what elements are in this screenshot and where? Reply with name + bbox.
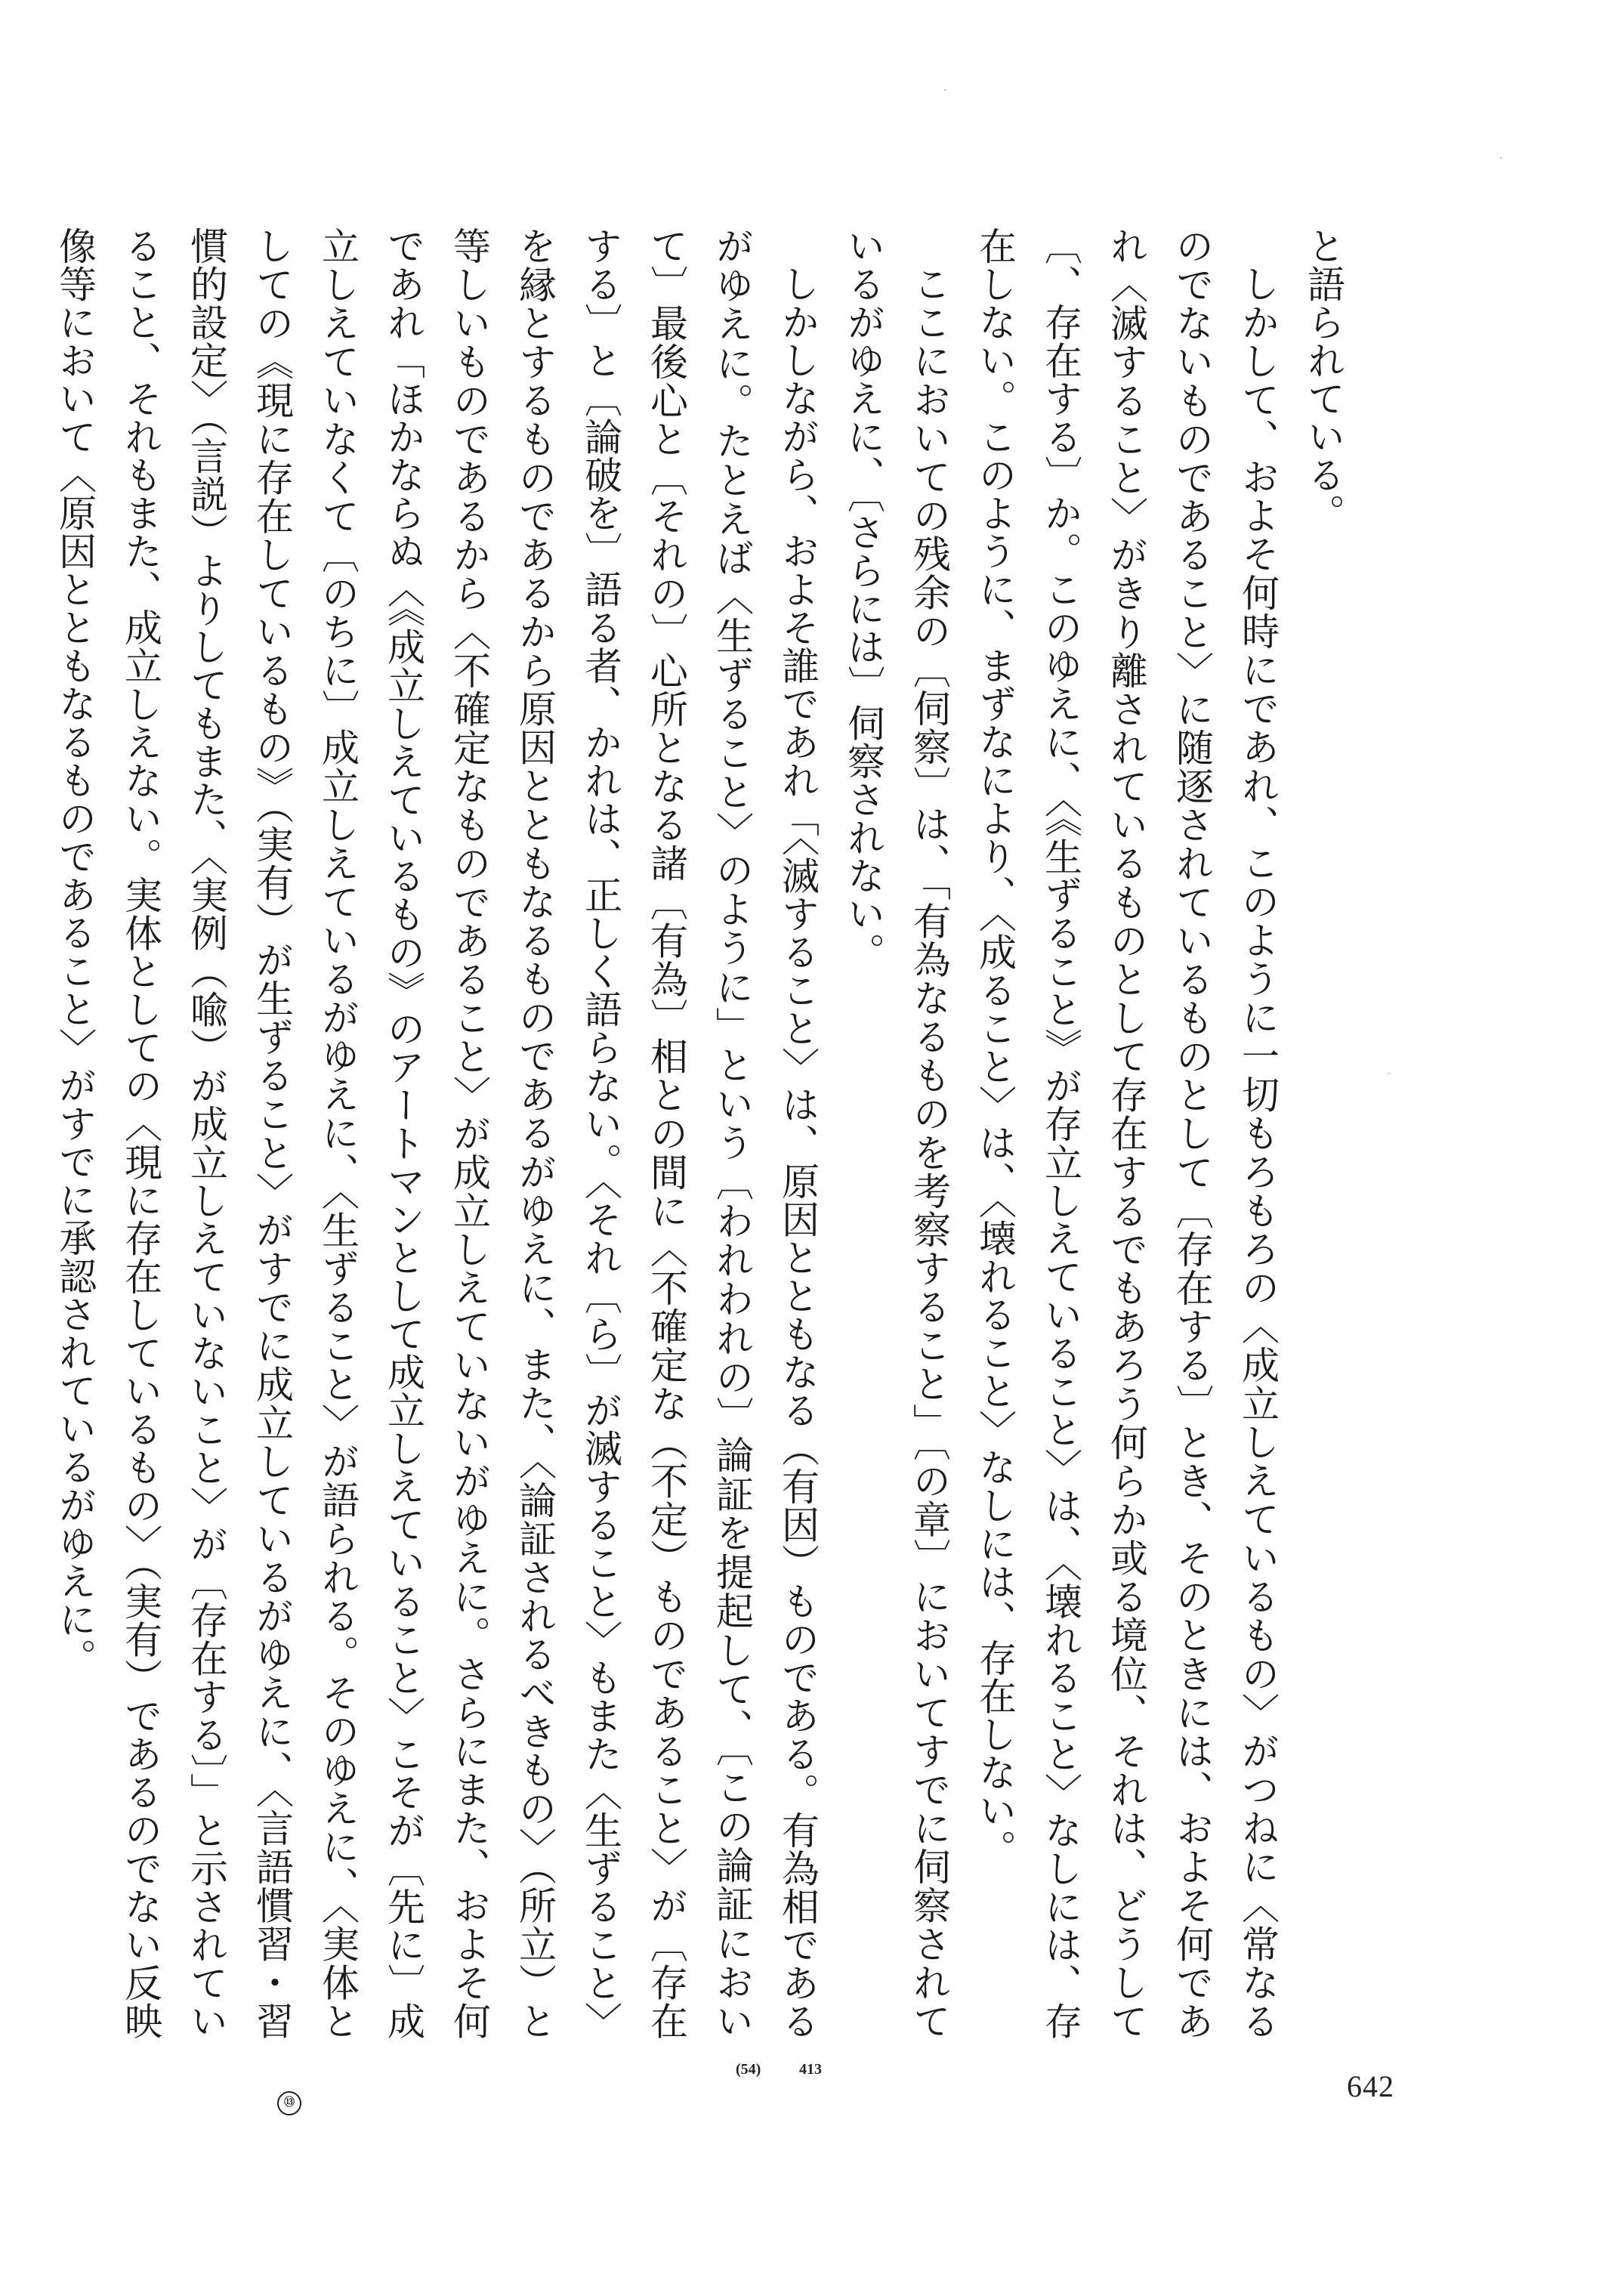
circled-reference-mark: ⑬ <box>277 2091 301 2115</box>
scan-speck <box>1500 157 1502 159</box>
margin-reference-mark: (54) <box>736 2061 761 2078</box>
scan-speck <box>1388 1073 1390 1074</box>
scan-speck <box>944 89 946 91</box>
paragraph: しかしながら、およそ誰であれ「〈滅すること〉は、原因とともなる（有因）ものである。有為相であるがゆえに。たとえば〈生ずること〉のように」という〔われわれの〕論証を提起して、〔この論証において〕最後心と〔それの〕心所となる諸〔有為〕相との間に〈不確定な（不定）ものであること〉が〔存在する〕と〔論破を〕語る者、かれは、正しく語らない。〈それ〔ら〕が滅すること〉もまた〈生ずること〉を縁とするものであるから原因とともなるものであるがゆえに、また、〈論証されるべきもの〉（所立）と等しいものであるから〈不確定なものであること〉が成立しえていないがゆえに。さらにまた、およそ何であれ「ほかならぬ〈《成立しえているもの》のアートマンとして成立しえていること〉こそが〔先に〕成立しえていなくて〔のちに〕成立しえているがゆえに、〈生ずること〉が語られる。そのゆえに、〈実体としての《現に存在しているもの》（実有）が生ずること〉がすでに成立しているがゆえに、〈言語慣習・習慣的設定〉（言説）よりしてもまた、〈実例（喩）が成立しえていないこと〉が〔存在する〕」と示されていること、それもまた、成立しえない。実体としての〈現に存在しているもの〉（実有）であるのでない反映像等において〈原因とともなるものであること〉がすでに承認されているがゆえに。 <box>53 227 820 2041</box>
vertical-text-body <box>42 227 1356 2040</box>
page-number: 642 <box>1347 2069 1394 2103</box>
margin-reference-mark: 413 <box>799 2061 822 2078</box>
paragraph: ここにおいての残余の〔伺察〕は、「有為なるものを考察すること」〔の章〕においてすでに伺察されているがゆえに、〔さらには〕伺察されない。 <box>841 227 951 2040</box>
paragraph: と語られている。 <box>1301 227 1345 532</box>
paragraph: しかして、およそ何時にであれ、このように一切もろもろの〈成立しえているもの〉がつねに〈常なるのでないものであること〉に随逐されているものとして〔存在する〕とき、そのときには、およそ何であれ〈滅すること〉がきり離されているものとして存在するでもあろう何らか或る境位、それは、どうして〔、存在する〕か。このゆえに、〈《生ずること》が存立しえていること〉は、〈壊れること〉なしには、存在しない。このように、まずなにより、〈成ること〉は、〈壊れること〉なしには、存在しない。 <box>973 227 1280 2040</box>
